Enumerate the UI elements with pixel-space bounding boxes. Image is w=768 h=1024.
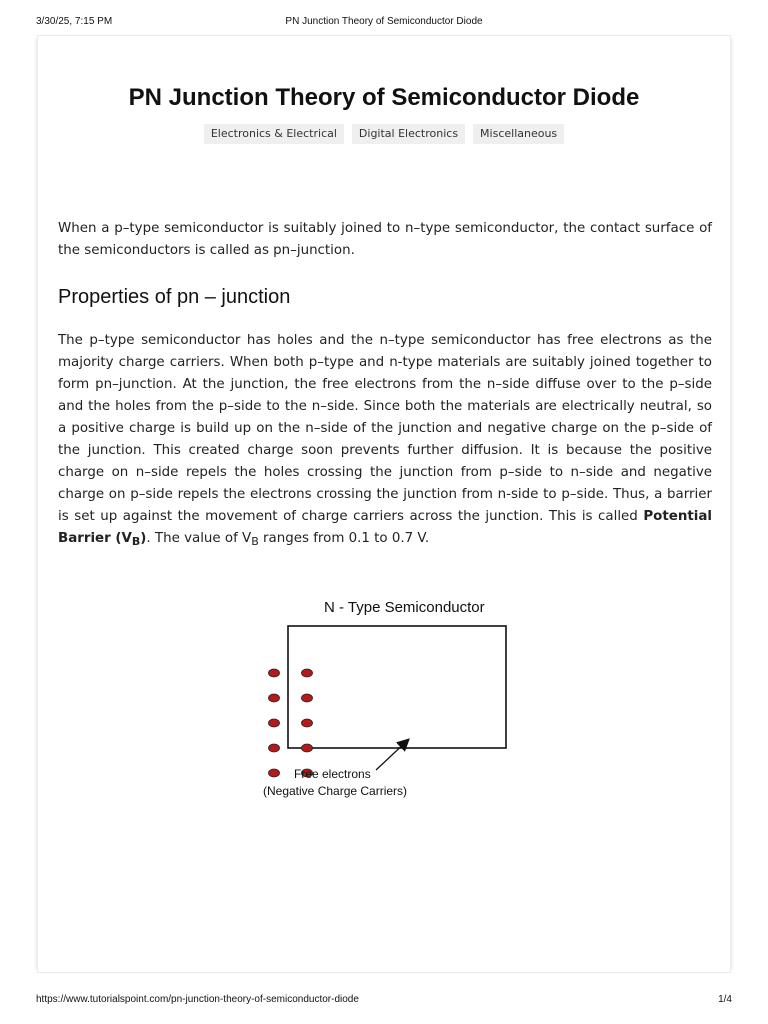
print-header [0, 16, 768, 30]
free-electron-dot [302, 744, 313, 752]
value-subscript: B [251, 535, 259, 548]
print-footer [0, 994, 768, 1008]
free-electron-dot [269, 694, 280, 702]
free-electron-dot [302, 669, 313, 677]
body-paragraph [58, 330, 712, 550]
electron-grid [258, 669, 313, 777]
free-electron-dot [269, 669, 280, 677]
semiconductor-block [288, 626, 506, 748]
tag-digital-electronics[interactable]: Digital Electronics [352, 124, 465, 144]
bold-term-subscript: B [131, 535, 141, 548]
free-electron-dot [302, 719, 313, 727]
article-title: PN Junction Theory of Semiconductor Diode [128, 84, 640, 111]
figure-caption: N - Type Semiconductor [324, 599, 485, 616]
body-text: The p–type semiconductor has holes and the n–type semiconductor has free electrons as the majority charge carriers. When both p–type and n-type materials are suitably joined together to form pn–junction. At the junction, the free electrons from the n–side diffuse over to the p–side and the holes from the p–side to the n–side. Since both the materials are electrically neutral, so a positive charge is build up on the n–side of the junction and negative charge on the p–side of the junction. This created charge soon prevents further diffusion. It is because the positive charge on n–side repels the holes crossing the junction from p–side to n–side and negative charge on p–side repels the electrons crossing the junction from n-side to p–side. Thus, a barrier is set up against the movement of charge carriers across the junction. This is called [58, 333, 712, 524]
page-url[interactable]: https://www.tutorialspoint.com/pn-junction-theory-of-semiconductor-diode [36, 994, 359, 1005]
bold-term-close: ) [140, 531, 147, 546]
tag-list [38, 124, 730, 144]
after-bold-text: . The value of V [146, 531, 252, 546]
tag-electronics-electrical[interactable]: Electronics & Electrical [204, 124, 344, 144]
figure-diagram [258, 594, 558, 814]
print-doc-title: PN Junction Theory of Semiconductor Diode [285, 16, 483, 27]
free-electron-dot [269, 744, 280, 752]
charge-carriers-label: (Negative Charge Carriers) [263, 784, 408, 798]
free-electron-dot [269, 719, 280, 727]
print-datetime: 3/30/25, 7:15 PM [36, 16, 113, 27]
value-range-text: ranges from 0.1 to 0.7 V. [258, 531, 430, 546]
n-type-figure [258, 594, 558, 814]
pointer-arrow [376, 740, 408, 770]
intro-paragraph: When a p–type semiconductor is suitably joined to n–type semiconductor, the contact surface of the semiconductors is called as pn–junction. [58, 221, 712, 258]
bold-term-text: Potential Barrier (V [58, 509, 712, 546]
free-electron-dot [302, 694, 313, 702]
free-electrons-label: Free electrons [294, 767, 371, 781]
article-card [38, 36, 730, 972]
page-number: 1/4 [718, 994, 732, 1005]
section-heading: Properties of pn – junction [58, 286, 291, 308]
tag-miscellaneous[interactable]: Miscellaneous [473, 124, 564, 144]
free-electron-dot [269, 769, 280, 777]
